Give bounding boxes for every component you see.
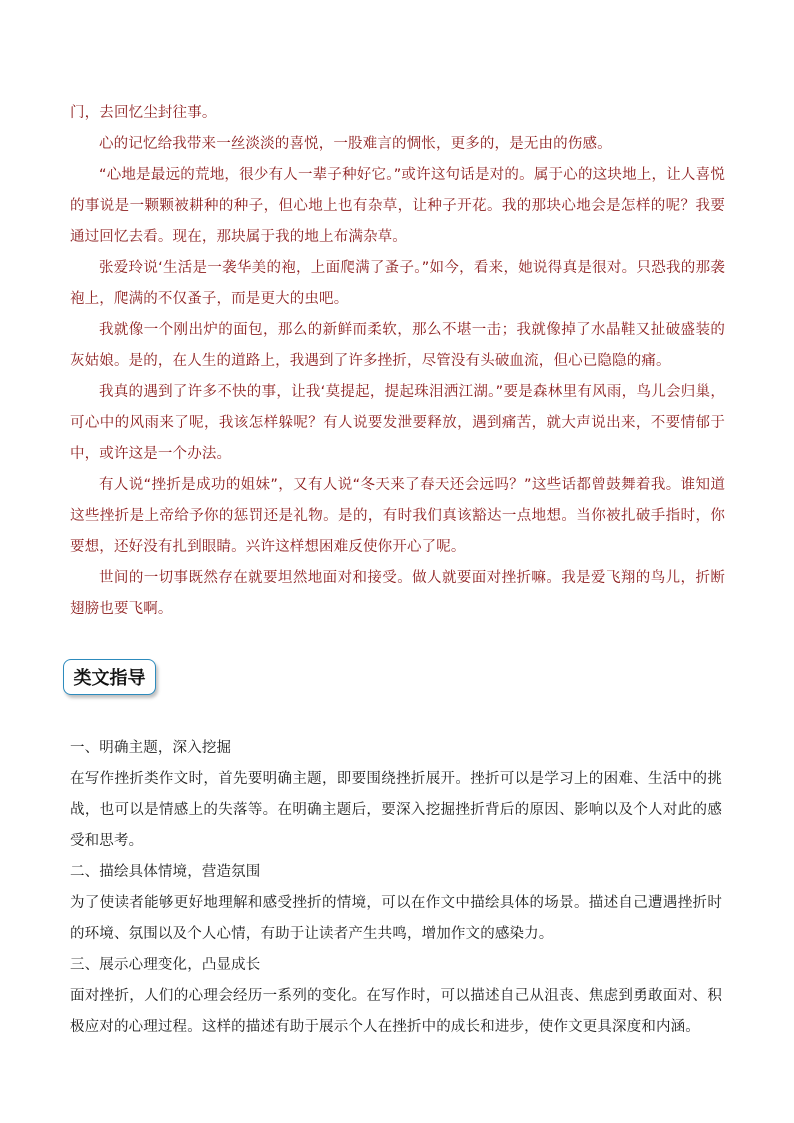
essay-paragraph: 我真的遇到了许多不快的事，让我‘莫提起，提起珠泪洒江湖。”要是森林里有风雨，鸟儿会归巢，可心中的风雨来了呢，我该怎样躲呢？有人说要发泄要释放，遇到痛苦，就大声说出来，不要情郁于中，或许这是一个办法。 [70, 384, 725, 462]
guide-paragraph: 面对挫折，人们的心理会经历一系列的变化。在写作时，可以描述自己从沮丧、焦虑到勇敢面对、积极应对的心理过程。这样的描述有助于展示个人在挫折中的成长和进步，使作文更具深度和内涵。 [70, 988, 722, 1035]
essay-paragraph: 我就像一个刚出炉的面包，那么的新鲜而柔软，那么不堪一击；我就像掉了水晶鞋又扯破盛装的灰姑娘。是的，在人生的道路上，我遇到了许多挫折，尽管没有头破血流，但心已隐隐的痛。 [70, 322, 725, 369]
guide-heading: 二、描绘具体情境，营造氛围 [70, 864, 261, 880]
guide-heading: 一、明确主题，深入挖掘 [70, 740, 232, 756]
essay-paragraph: 有人说“挫折是成功的姐妹”，又有人说“冬天来了春天还会远吗？”这些话都曾鼓舞着我。谁知道这些挫折是上帝给予你的惩罚还是礼物。是的，有时我们真该豁达一点地想。当你被扎破手指时，你要想，还好没有扎到眼睛。兴许这样想困难反使你开心了呢。 [70, 477, 725, 555]
essay-paragraph: 门，去回忆尘封往事。 [70, 105, 217, 121]
section-title-badge: 类文指导 [63, 659, 156, 695]
essay-paragraph: “心地是最远的荒地，很少有人一辈子种好它。”或许这句话是对的。属于心的这块地上，让人喜悦的事说是一颗颗被耕种的种子，但心地上也有杂草，让种子开花。我的那块心地会是怎样的呢？我要通过回忆去看。现在，那块属于我的地上布满杂草。 [70, 167, 725, 245]
guide-paragraph: 在写作挫折类作文时，首先要明确主题，即要围绕挫折展开。挫折可以是学习上的困难、生活中的挑战，也可以是情感上的失落等。在明确主题后，要深入挖掘挫折背后的原因、影响以及个人对此的感受和思考。 [70, 771, 722, 849]
essay-paragraph: 张爱玲说‘生活是一袭华美的袍，上面爬满了蚤子。”如今，看来，她说得真是很对。只恐我的那袭袍上，爬满的不仅蚤子，而是更大的虫吧。 [70, 260, 725, 307]
essay-paragraph: 世间的一切事既然存在就要坦然地面对和接受。做人就要面对挫折嘛。我是爱飞翔的鸟儿，折断翅膀也要飞啊。 [70, 570, 725, 617]
essay-body [70, 98, 725, 625]
writing-guide [70, 733, 722, 1043]
guide-heading: 三、展示心理变化，凸显成长 [70, 957, 261, 973]
essay-paragraph: 心的记忆给我带来一丝淡淡的喜悦，一股难言的惆怅，更多的，是无由的伤感。 [99, 136, 612, 152]
guide-paragraph: 为了使读者能够更好地理解和感受挫折的情境，可以在作文中描绘具体的场景。描述自己遭遇挫折时的环境、氛围以及个人心情，有助于让读者产生共鸣，增加作文的感染力。 [70, 895, 722, 942]
